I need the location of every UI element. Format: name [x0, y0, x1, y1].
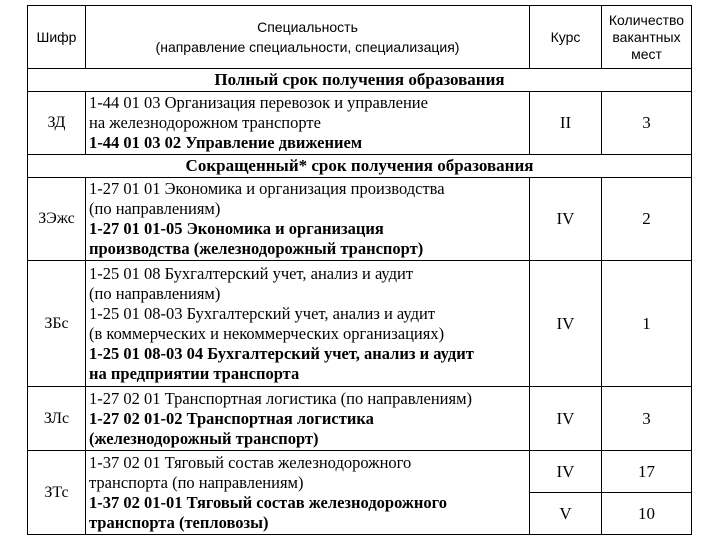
specialty-line: 1-44 01 03 Организация перевозок и управление	[89, 93, 428, 112]
specialization-line: 1-44 01 03 02 Управление движением	[89, 133, 363, 152]
cell-vacancies: 3	[602, 92, 692, 155]
specialty-line: 1-27 02 01 Транспортная логистика (по направлениям)	[89, 388, 473, 408]
table-row	[28, 261, 692, 387]
specialization-line: на предприятии транспорта	[89, 363, 300, 383]
specialty-line: 1-25 01 08-03 Бухгалтерский учет, анализ и аудит	[89, 303, 436, 323]
cell-course: IV	[530, 387, 602, 451]
vacancies-table	[27, 5, 692, 535]
specialization-line: 1-25 01 08-03 04 Бухгалтерский учет, анализ и аудит	[89, 343, 474, 363]
section-header	[28, 69, 692, 92]
table-row	[28, 178, 692, 261]
cell-vacancies: 10	[602, 493, 692, 535]
cell-vacancies: 2	[602, 178, 692, 261]
section-title: Полный срок получения образования	[28, 69, 692, 92]
table-row	[28, 451, 692, 493]
header-code: Шифр	[28, 6, 86, 69]
specialization-line: 1-27 01 01-05 Экономика и организация	[89, 219, 384, 238]
table-row	[28, 92, 692, 155]
header-course: Курс	[530, 6, 602, 69]
cell-course: IV	[530, 451, 602, 493]
cell-course: IV	[530, 178, 602, 261]
cell-specialty	[86, 92, 530, 155]
cell-code: ЗБс	[28, 261, 86, 387]
cell-code: ЗТс	[28, 451, 86, 535]
specialty-line: (в коммерческих и некоммерческих организациях)	[89, 323, 445, 343]
header-specialty-subtitle: (направление специальности, специализация)	[155, 39, 460, 55]
cell-specialty	[86, 387, 530, 451]
specialization-line: (железнодорожный транспорт)	[89, 428, 319, 448]
specialty-line: на железнодорожном транспорте	[89, 113, 321, 132]
cell-course: II	[530, 92, 602, 155]
header-specialty	[86, 6, 530, 69]
cell-code: ЗЭжс	[28, 178, 86, 261]
specialty-line: 1-37 02 01 Тяговый состав железнодорожного	[89, 452, 412, 472]
cell-course: IV	[530, 261, 602, 387]
table-row	[28, 387, 692, 451]
cell-specialty	[86, 261, 530, 387]
cell-code: ЗД	[28, 92, 86, 155]
header-vacancies: Количество вакантных мест	[602, 6, 692, 69]
section-header	[28, 155, 692, 178]
header-row	[28, 6, 692, 69]
specialization-line: производства (железнодорожный транспорт)	[89, 239, 424, 258]
specialty-line: транспорта (по направлениям)	[89, 472, 304, 492]
cell-vacancies: 3	[602, 387, 692, 451]
header-specialty-title: Специальность	[257, 19, 358, 35]
cell-code: ЗЛс	[28, 387, 86, 451]
specialty-line: 1-25 01 08 Бухгалтерский учет, анализ и аудит	[89, 263, 414, 283]
cell-course: V	[530, 493, 602, 535]
specialty-line: (по направлениям)	[89, 199, 221, 218]
specialization-line: транспорта (тепловозы)	[89, 512, 269, 532]
specialty-line: 1-27 01 01 Экономика и организация производства	[89, 179, 445, 198]
cell-specialty	[86, 451, 530, 535]
cell-vacancies: 17	[602, 451, 692, 493]
cell-vacancies: 1	[602, 261, 692, 387]
specialization-line: 1-27 02 01-02 Транспортная логистика	[89, 408, 374, 428]
section-title: Сокращенный* срок получения образования	[28, 155, 692, 178]
specialty-line: (по направлениям)	[89, 283, 221, 303]
cell-specialty	[86, 178, 530, 261]
specialization-line: 1-37 02 01-01 Тяговый состав железнодорожного	[89, 492, 447, 512]
